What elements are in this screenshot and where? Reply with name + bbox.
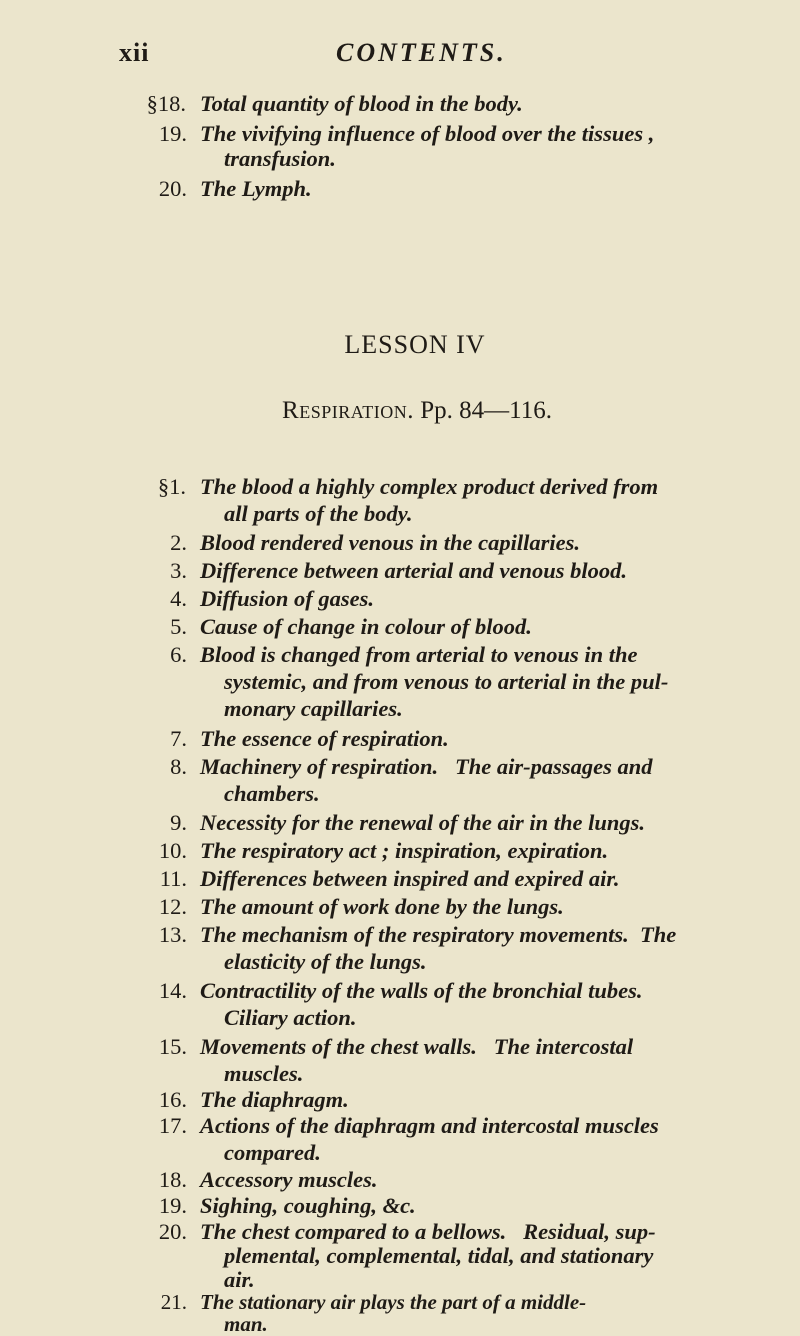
entry-number: 19. xyxy=(158,121,187,146)
entry-number: 15. xyxy=(158,1034,187,1059)
entry-line: The respiratory act ; inspiration, expiration. xyxy=(200,838,609,863)
entry-line: The amount of work done by the lungs. xyxy=(200,894,564,919)
entry-number: 2. xyxy=(170,530,187,555)
entry-line: Contractility of the walls of the bronchial tubes. xyxy=(200,978,643,1003)
page-number: xii xyxy=(119,38,150,67)
entry-line: The chest compared to a bellows. Residual, sup- xyxy=(200,1219,656,1244)
lesson-pages: Pp. 84—116. xyxy=(420,397,552,424)
entry-number: 13. xyxy=(158,922,187,947)
entry-number: 10. xyxy=(158,838,187,863)
entry-line: Diffusion of gases. xyxy=(200,586,374,611)
entry-line: Movements of the chest walls. The intercostal xyxy=(200,1034,634,1059)
entry-number: 7. xyxy=(170,726,187,751)
entry-line: Difference between arterial and venous blood. xyxy=(200,558,628,583)
entry-number: 14. xyxy=(158,978,187,1003)
entry-number: 20. xyxy=(158,1219,187,1244)
entry-line: all parts of the body. xyxy=(224,501,413,526)
entry-line: transfusion. xyxy=(224,146,336,171)
entry-line: Total quantity of blood in the body. xyxy=(200,91,523,116)
entry-number: 16. xyxy=(158,1087,187,1112)
entry-number: 21. xyxy=(160,1290,187,1314)
lesson-subheading xyxy=(0,397,800,425)
entry-line: The Lymph. xyxy=(200,176,312,201)
entry-number: 9. xyxy=(170,810,187,835)
entry-line: monary capillaries. xyxy=(224,696,403,721)
entry-line: Actions of the diaphragm and intercostal muscles xyxy=(200,1113,659,1138)
entry-line: The diaphragm. xyxy=(200,1087,349,1112)
entry-line: Blood rendered venous in the capillaries. xyxy=(200,530,581,555)
entry-line: plemental, complemental, tidal, and stationary xyxy=(224,1243,654,1268)
lesson-subject: Respiration. xyxy=(282,397,414,424)
entry-number: 18. xyxy=(158,1167,187,1192)
entry-number: 5. xyxy=(170,614,187,639)
entry-line: Sighing, coughing, &c. xyxy=(200,1193,416,1218)
entry-line: Differences between inspired and expired air. xyxy=(200,866,620,891)
entry-line: chambers. xyxy=(224,781,320,806)
entry-line: Cause of change in colour of blood. xyxy=(200,614,532,639)
entry-number: 8. xyxy=(170,754,187,779)
running-head xyxy=(0,38,800,78)
entry-line: elasticity of the lungs. xyxy=(224,949,427,974)
entry-line: man. xyxy=(224,1312,268,1336)
entry-line: Machinery of respiration. The air-passages and xyxy=(200,754,653,779)
entry-line: The essence of respiration. xyxy=(200,726,449,751)
entry-line: The blood a highly complex product derived from xyxy=(200,474,659,499)
entry-line: compared. xyxy=(224,1140,321,1165)
entry-number: 3. xyxy=(170,558,187,583)
entry-line: The stationary air plays the part of a middle- xyxy=(200,1290,587,1314)
entry-line: systemic, and from venous to arterial in the pul- xyxy=(224,669,669,694)
entry-line: muscles. xyxy=(224,1061,304,1086)
entry-line: Accessory muscles. xyxy=(200,1167,378,1192)
entry-number: 17. xyxy=(158,1113,187,1138)
entry-line: The mechanism of the respiratory movements. The xyxy=(200,922,677,947)
entry-number: 12. xyxy=(158,894,187,919)
entry-number: 11. xyxy=(159,866,187,891)
entry-number: 4. xyxy=(170,586,187,611)
entry-number: §18. xyxy=(146,91,186,116)
lesson-heading: LESSON IV xyxy=(344,330,486,359)
entry-number: 20. xyxy=(158,176,187,201)
entry-line: Necessity for the renewal of the air in the lungs. xyxy=(200,810,646,835)
entry-line: The vivifying influence of blood over the tissues , xyxy=(200,121,655,146)
entry-line: Blood is changed from arterial to venous in the xyxy=(200,642,638,667)
running-title: CONTENTS. xyxy=(336,38,507,67)
entry-line: air. xyxy=(224,1267,255,1292)
entry-line: Ciliary action. xyxy=(224,1005,357,1030)
entry-number: 6. xyxy=(170,642,187,667)
entry-number: 19. xyxy=(158,1193,187,1218)
entry-number: §1. xyxy=(157,474,186,499)
